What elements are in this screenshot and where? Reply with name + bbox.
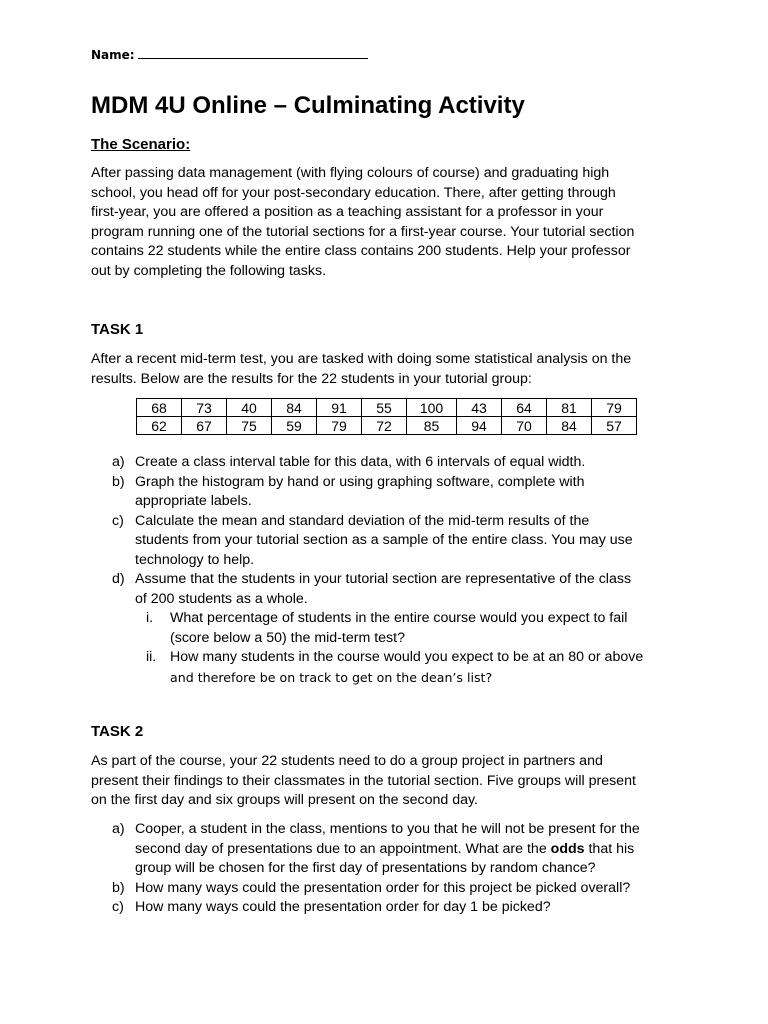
question-label: b) [112, 473, 125, 490]
task1-question-a [112, 453, 682, 473]
question-text: that his [584, 840, 635, 857]
scenario-line: first-year, you are offered a position as a teaching assistant for a professor in your [91, 204, 604, 220]
subquestion-line: How many students in the course would you expect to be at an 80 or above [170, 649, 644, 665]
score-cell: 75 [227, 417, 272, 435]
subquestion-label: i. [146, 610, 154, 626]
task1-question-c [112, 512, 682, 571]
task2-intro-line: on the first day and six groups will present on the second day. [91, 792, 478, 808]
score-cell: 67 [182, 417, 227, 435]
score-cell: 57 [592, 417, 637, 435]
question-line [135, 840, 682, 860]
question-line: Calculate the mean and standard deviation of the mid-term results of the [135, 512, 590, 529]
question-label: d) [112, 571, 125, 587]
question-line: of 200 students as a whole. [135, 590, 308, 607]
question-line: Cooper, a student in the class, mentions to you that he will not be present for the [135, 821, 640, 837]
task1-question-list [112, 453, 682, 687]
score-cell: 81 [547, 399, 592, 417]
question-line: How many ways could the presentation order for this project be picked overall? [135, 879, 631, 896]
task1-intro [91, 350, 681, 389]
subquestion-line: (score below a 50) the mid-term test? [170, 629, 405, 646]
task2-intro-line: present their findings to their classmates in the tutorial section. Five groups will present [91, 772, 636, 789]
score-cell: 79 [592, 399, 637, 417]
scores-row [137, 417, 637, 435]
task2-question-b [112, 879, 682, 899]
score-cell: 70 [502, 417, 547, 435]
score-cell: 85 [407, 417, 457, 435]
task1-question-d [112, 570, 682, 687]
name-blank-line[interactable] [138, 47, 368, 59]
task1-intro-line: After a recent mid-term test, you are tasked with doing some statistical analysis on the [91, 351, 632, 367]
scenario-line: school, you head off for your post-secondary education. There, after getting through [91, 184, 616, 201]
task2-intro [91, 752, 681, 811]
task2-question-a [112, 820, 682, 879]
question-line: group will be chosen for the first day of presentations by random chance? [135, 860, 596, 876]
task1-subquestion-i [135, 609, 682, 648]
score-cell: 40 [227, 399, 272, 417]
scenario-line: contains 22 students while the entire class contains 200 students. Help your professor [91, 243, 631, 259]
question-line: Graph the histogram by hand or using graphing software, complete with [135, 473, 585, 490]
score-cell: 100 [407, 399, 457, 417]
score-cell: 73 [182, 399, 227, 417]
question-label: a) [112, 454, 125, 470]
score-cell: 68 [137, 399, 182, 417]
question-line: appropriate labels. [135, 493, 252, 509]
task2-heading: TASK 2 [91, 723, 144, 740]
scenario-heading: The Scenario: [91, 136, 191, 153]
scenario-paragraph [91, 164, 681, 281]
scenario-line: out by completing the following tasks. [91, 262, 327, 279]
question-label: a) [112, 821, 125, 837]
question-text: second day of presentations due to an appointment. What are the [135, 840, 551, 857]
task2-question-c [112, 898, 682, 918]
score-cell: 43 [457, 399, 502, 417]
subquestion-line: What percentage of students in the entire course would you expect to fail [170, 610, 628, 626]
scenario-line: After passing data management (with flying colours of course) and graduating high [91, 165, 610, 181]
score-cell: 84 [547, 417, 592, 435]
score-cell: 91 [317, 399, 362, 417]
page-title: MDM 4U Online – Culminating Activity [91, 92, 525, 119]
task2-intro-line: As part of the course, your 22 students need to do a group project in partners and [91, 753, 603, 769]
scores-table [136, 398, 637, 435]
score-cell: 64 [502, 399, 547, 417]
scenario-line: program running one of the tutorial sections for a first-year course. Your tutorial section [91, 223, 635, 240]
question-label: c) [112, 899, 124, 915]
question-line: Assume that the students in your tutorial section are representative of the class [135, 571, 632, 587]
score-cell: 59 [272, 417, 317, 435]
subquestion-label: ii. [146, 649, 157, 665]
score-cell: 94 [457, 417, 502, 435]
task2-question-list [112, 820, 682, 918]
task1-heading: TASK 1 [91, 321, 144, 338]
scores-row [137, 399, 637, 417]
score-cell: 79 [317, 417, 362, 435]
question-line: How many ways could the presentation order for day 1 be picked? [135, 899, 551, 915]
task1-question-b [112, 473, 682, 512]
question-label: c) [112, 512, 124, 529]
question-line: students from your tutorial section as a sample of the entire class. You may use [135, 532, 633, 548]
question-line: Create a class interval table for this data, with 6 intervals of equal width. [135, 454, 586, 470]
odds-emphasis: odds [550, 840, 585, 857]
score-cell: 72 [362, 417, 407, 435]
score-cell: 55 [362, 399, 407, 417]
subquestion-line: and therefore be on track to get on the dean’s list? [170, 669, 493, 685]
task1-intro-line: results. Below are the results for the 22 students in your tutorial group: [91, 370, 532, 387]
score-cell: 62 [137, 417, 182, 435]
name-label: Name: [91, 48, 135, 62]
question-line: technology to help. [135, 551, 255, 568]
score-cell: 84 [272, 399, 317, 417]
name-field-row [91, 47, 368, 62]
task1-subquestion-ii [135, 648, 682, 687]
question-label: b) [112, 879, 125, 896]
